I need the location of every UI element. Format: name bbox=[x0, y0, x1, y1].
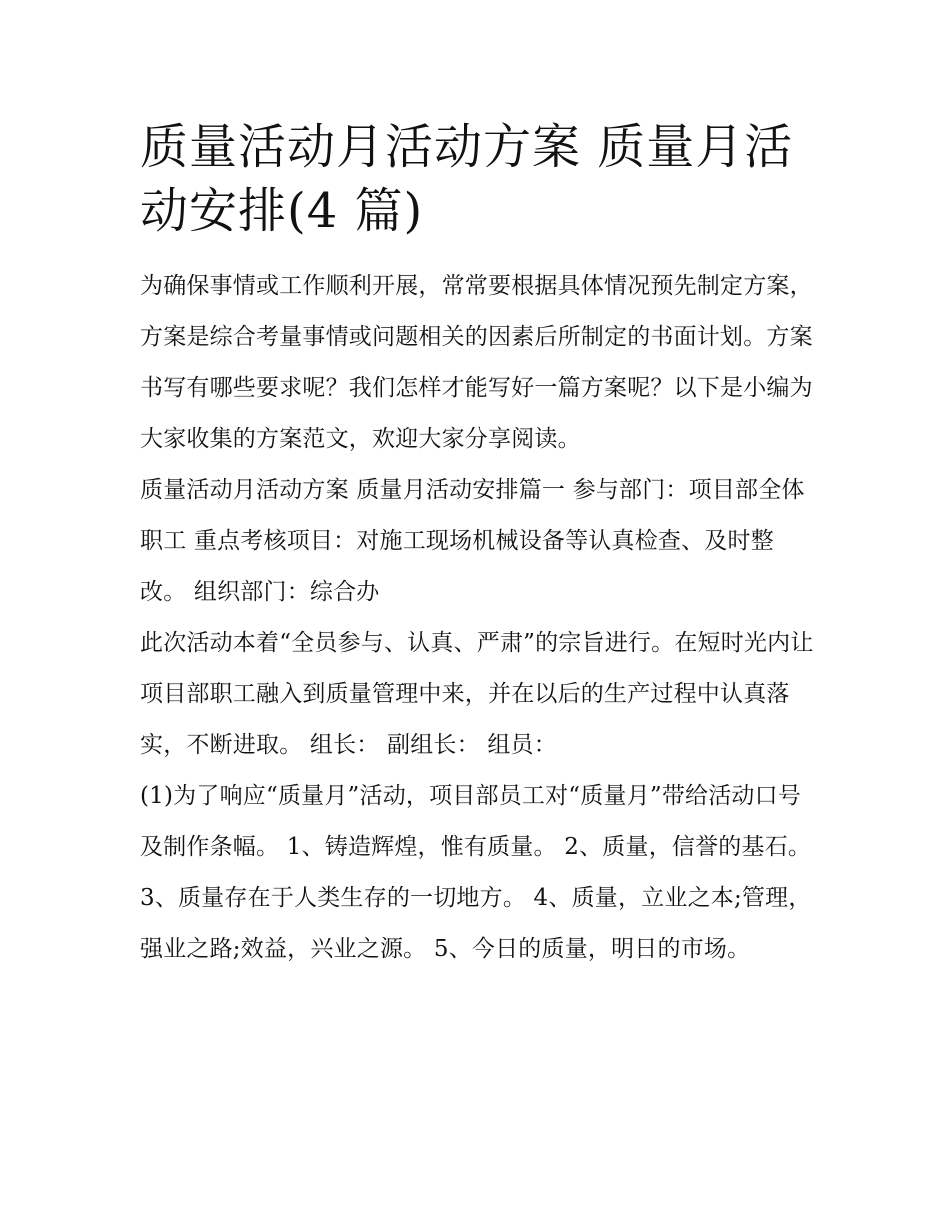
participants-paragraph: 质量活动月活动方案 质量月活动安排篇一 参与部门：项目部全体职工 重点考核项目：对施工现场机械设备等认真检查、及时整改。 组织部门：综合办 bbox=[140, 477, 805, 605]
slogans-paragraph-1: (1)为了响应“质量月”活动，项目部员工对“质量月”带给活动口号及制作条幅。 1、铸造辉煌，惟有质量。 2、质量，信誉的基石。 bbox=[140, 783, 812, 860]
document-title: 质量活动月活动方案 质量月活动安排(4 篇) bbox=[140, 119, 794, 239]
slogans-paragraph-2: 3、质量存在于人类生存的一切地方。 4、质量，立业之本;管理，强业之路;效益，兴业之源。 5、今日的质量，明日的市场。 bbox=[140, 885, 812, 962]
intro-paragraph: 为确保事情或工作顺利开展，常常要根据具体情况预先制定方案，方案是综合考量事情或问题相关的因素后所制定的书面计划。方案书写有哪些要求呢？我们怎样才能写好一篇方案呢？以下是小编为大家收集的方案范文，欢迎大家分享阅读。 bbox=[140, 273, 813, 452]
document-page bbox=[140, 115, 816, 975]
purpose-paragraph: 此次活动本着“全员参与、认真、严肃”的宗旨进行。在短时光内让项目部职工融入到质量管理中来，并在以后的生产过程中认真落实，不断进取。 组长： 副组长： 组员： bbox=[140, 630, 814, 758]
